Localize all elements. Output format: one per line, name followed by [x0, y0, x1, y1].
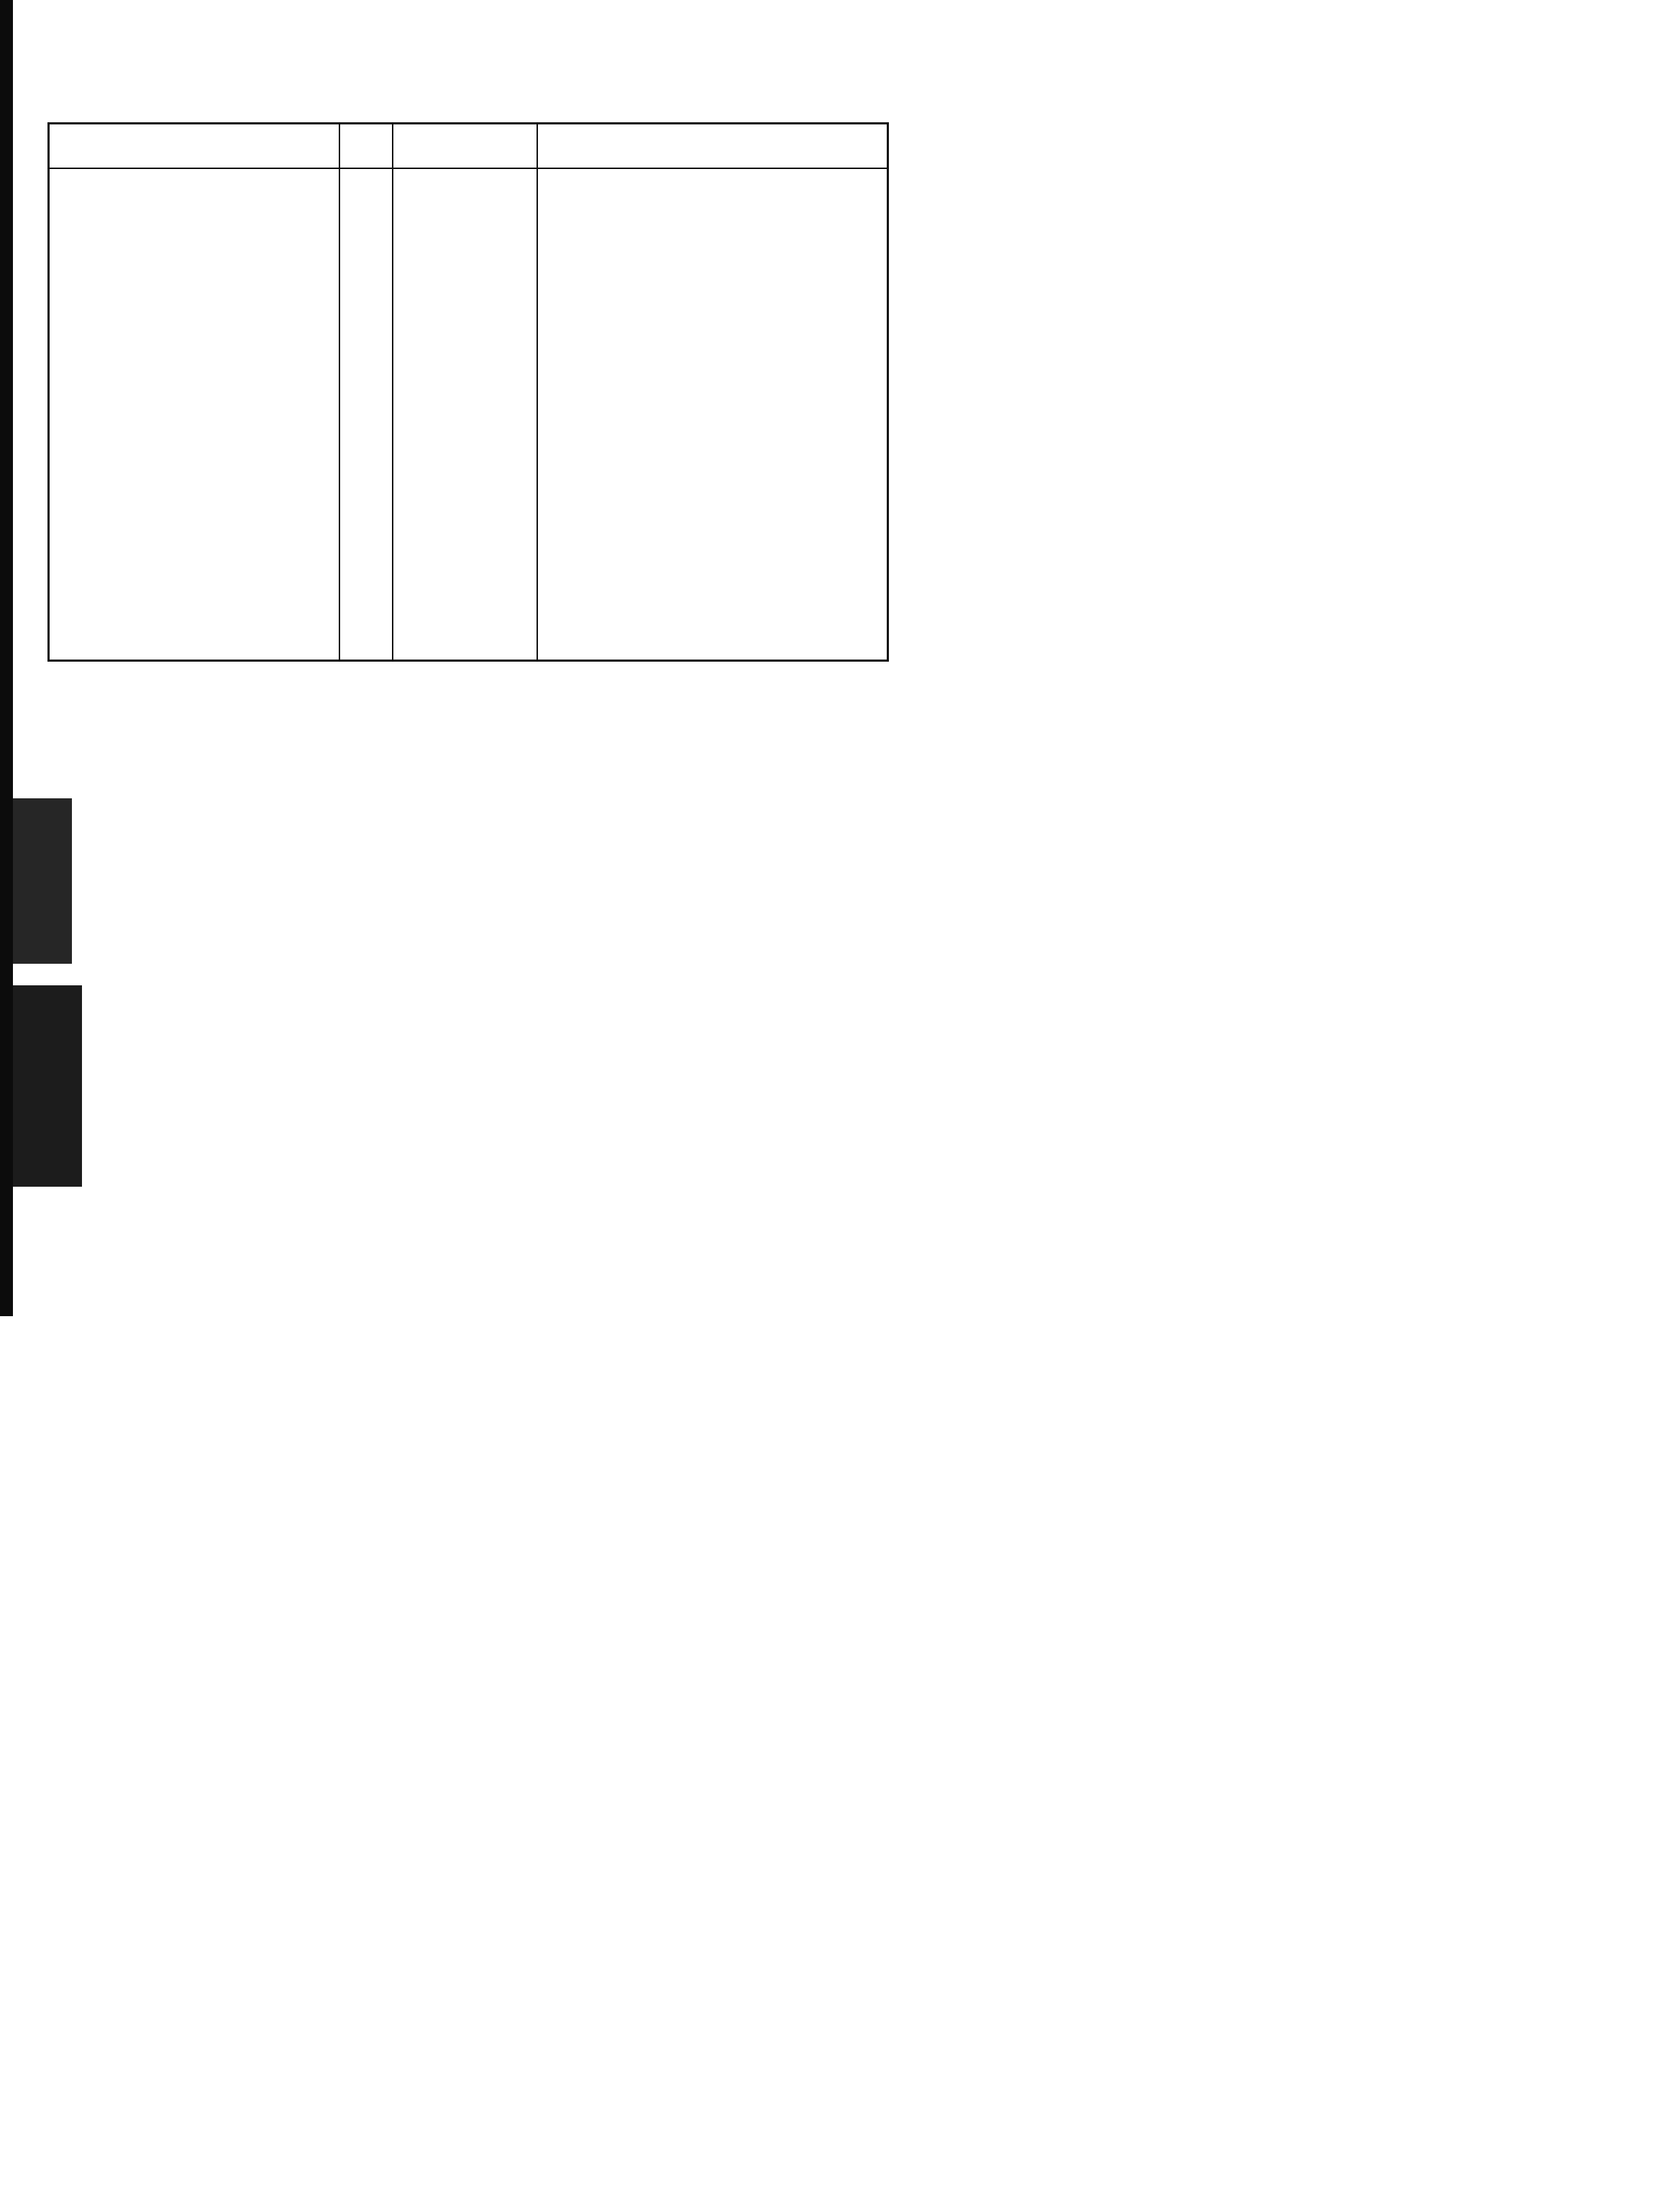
scan-blot-lower — [13, 798, 72, 964]
scan-blot — [13, 985, 82, 1187]
presentation-table — [47, 122, 889, 662]
scan-edge-shadow — [0, 0, 13, 1316]
